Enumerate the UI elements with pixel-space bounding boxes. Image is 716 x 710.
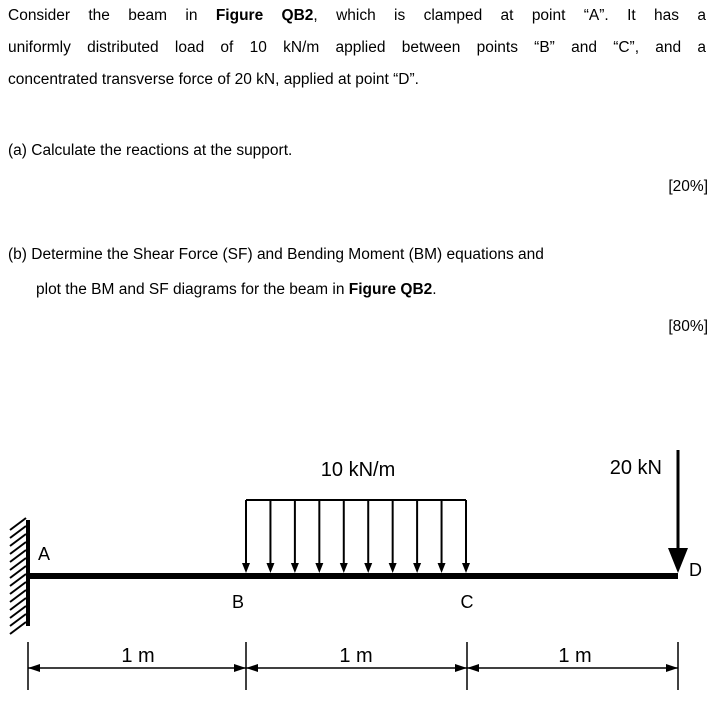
intro-line-1-pre: Consider the beam in <box>8 7 216 24</box>
udl-load <box>242 500 470 573</box>
part-b-line-2-pre: plot the BM and SF diagrams for the beam in <box>36 281 349 298</box>
part-b-marks: [80%] <box>668 318 708 335</box>
label-d: D <box>689 560 702 580</box>
udl-arrow <box>266 500 274 573</box>
udl-arrow <box>438 500 446 573</box>
point-load-arrow <box>668 450 688 573</box>
udl-arrow <box>364 500 372 573</box>
span-label-bc: 1 m <box>339 645 373 667</box>
figure-ref-b: Figure QB2 <box>348 281 433 298</box>
label-a: A <box>38 544 51 564</box>
beam <box>28 573 678 579</box>
part-b-question-line-2 <box>36 281 437 299</box>
udl-arrow <box>242 500 250 573</box>
intro-line-2: uniformly distributed load of 10 kN/m applied between points “B” and “C”, and a <box>8 39 706 56</box>
part-b-line-2-post: . <box>432 281 437 298</box>
beam-figure <box>0 430 716 710</box>
intro-line-1 <box>8 0 706 32</box>
udl-arrow <box>315 500 323 573</box>
udl-arrow <box>462 500 470 573</box>
udl-arrow <box>389 500 397 573</box>
part-a-question: (a) Calculate the reactions at the support. <box>8 142 293 159</box>
udl-arrow <box>291 500 299 573</box>
label-c: C <box>460 592 474 612</box>
udl-label: 10 kN/m <box>320 459 396 481</box>
label-b: B <box>231 592 245 612</box>
udl-arrow <box>340 500 348 573</box>
fixed-support-wall <box>10 518 28 634</box>
udl-arrow <box>413 500 421 573</box>
intro-line-3: concentrated transverse force of 20 kN, applied at point “D”. <box>8 71 419 88</box>
span-label-ab: 1 m <box>121 645 155 667</box>
point-load-label: 20 kN <box>609 457 662 479</box>
part-a-marks: [20%] <box>668 178 708 195</box>
intro-line-1-post: , which is clamped at point “A”. It has a <box>313 7 707 24</box>
part-b-question-line-1: (b) Determine the Shear Force (SF) and Bending Moment (BM) equations and <box>8 246 544 263</box>
problem-intro <box>8 0 706 96</box>
span-label-cd: 1 m <box>558 645 592 667</box>
figure-ref: Figure QB2 <box>215 7 314 24</box>
